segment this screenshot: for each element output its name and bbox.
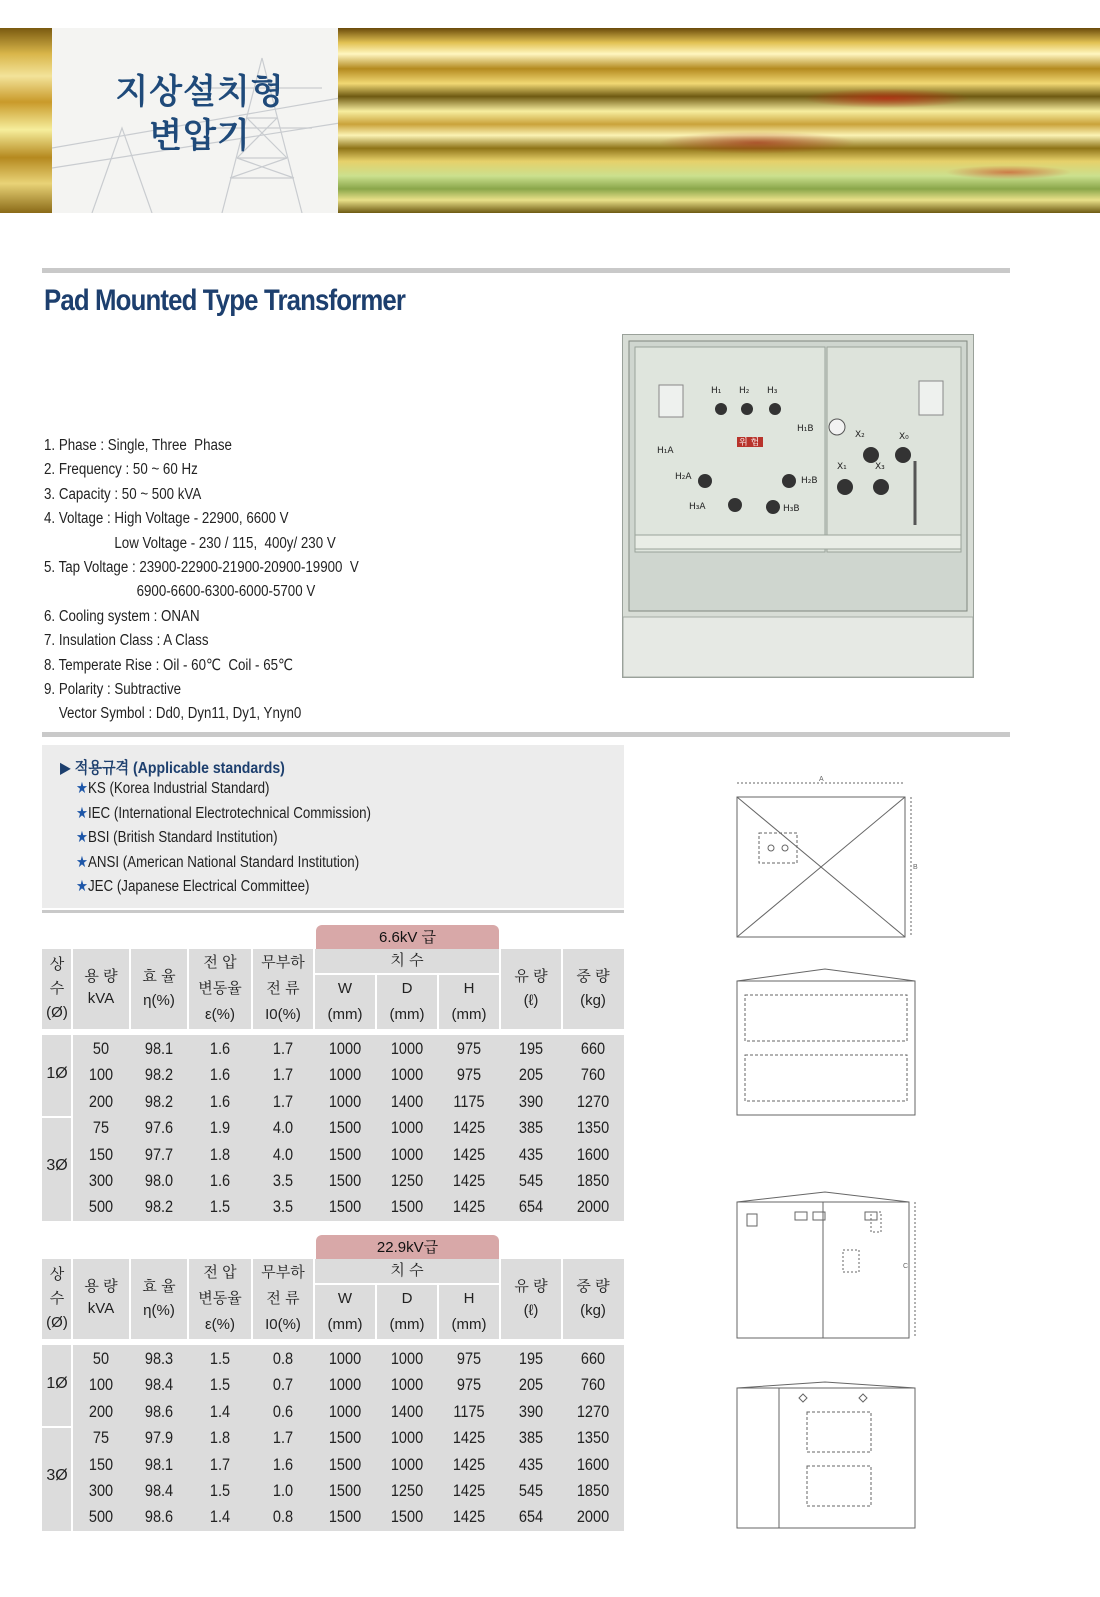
header-oil: (ℓ)	[523, 992, 539, 1009]
table-cell: 98.6	[144, 1402, 174, 1421]
table-cell: 75	[92, 1429, 110, 1448]
header-d: (mm)	[389, 1006, 425, 1023]
star-icon: ★	[76, 878, 88, 895]
table-cell: 1.7	[272, 1092, 294, 1111]
voltage-class-tab: 22.9kV급	[316, 1235, 499, 1259]
table-cell: 390	[518, 1402, 544, 1421]
table-cell: 1250	[390, 1172, 424, 1190]
spec-polarity: 9. Polarity : Subtractive	[44, 681, 182, 699]
table-cell: 385	[518, 1119, 544, 1138]
star-icon: ★	[76, 854, 88, 871]
standard-item-bsi	[76, 828, 278, 847]
table-cell: 1500	[328, 1119, 362, 1138]
header-efficiency: 효 율	[142, 1278, 176, 1295]
table-cell: 0.6	[272, 1402, 294, 1421]
photo-label-h2a: H₂A	[675, 472, 692, 482]
table-cell: 1425	[452, 1198, 486, 1217]
group-separator	[42, 1426, 72, 1428]
table-cell: 100	[88, 1376, 114, 1395]
photo-label-h3b: H₃B	[783, 504, 800, 514]
table-cell: 300	[88, 1482, 114, 1500]
side-view-drawing	[725, 1188, 925, 1348]
header-d: (mm)	[389, 1316, 425, 1333]
voltage-class-tab: 6.6kV 급	[316, 925, 499, 949]
table-cell: 98.2	[144, 1198, 174, 1217]
table-cell: 1.6	[209, 1172, 231, 1190]
table-cell: 75	[92, 1119, 110, 1138]
table-cell: 1600	[576, 1145, 610, 1164]
header-oil: (ℓ)	[523, 1302, 539, 1319]
dim-label-a: A	[819, 776, 824, 783]
photo-label-x1: X₁	[837, 462, 847, 472]
table-cell: 1000	[390, 1455, 424, 1474]
table-cell: 1850	[576, 1482, 610, 1500]
table-cell: 1000	[390, 1066, 424, 1085]
header-dimension: 치 수	[390, 952, 424, 969]
header-noload-current: 전 류	[266, 980, 300, 997]
table-cell: 4.0	[272, 1119, 294, 1138]
header-phase: 상	[49, 1266, 65, 1283]
header-efficiency: η(%)	[143, 992, 175, 1009]
photo-label-x3: X₃	[875, 462, 885, 472]
page-title: Pad Mounted Type Transformer	[44, 284, 406, 317]
spec-vector-symbol: Vector Symbol : Dd0, Dyn11, Dy1, Ynyn0	[44, 705, 302, 723]
table-cell: 1000	[390, 1119, 424, 1138]
header-w: (mm)	[327, 1316, 363, 1333]
table-cell: 975	[456, 1350, 482, 1368]
header-separator	[314, 1283, 500, 1285]
table-cell: 1000	[390, 1429, 424, 1448]
banner-title-line2: 변압기	[149, 116, 251, 156]
table-cell: 1.5	[209, 1376, 231, 1395]
table-cell: 4.0	[272, 1145, 294, 1164]
table-cell: 98.2	[144, 1066, 174, 1085]
table-cell: 50	[92, 1040, 110, 1058]
table-cell: 1500	[390, 1508, 424, 1527]
table-cell: 3.5	[272, 1172, 294, 1190]
header-capacity: 용 량	[84, 1278, 118, 1295]
top-divider	[42, 268, 1010, 273]
header-noload-current: 무부하	[261, 954, 305, 971]
table-header	[42, 949, 624, 1029]
group-separator	[42, 1116, 72, 1118]
header-regulation: 변동율	[198, 1290, 242, 1307]
spec-cooling: 6. Cooling system : ONAN	[44, 607, 200, 625]
column-separator	[71, 1345, 73, 1531]
table-cell: 1175	[453, 1092, 485, 1111]
table-body	[42, 1035, 624, 1221]
star-icon: ★	[76, 780, 88, 797]
table-cell: 654	[518, 1508, 544, 1527]
table-cell: 200	[88, 1092, 114, 1111]
table-cell: 435	[518, 1455, 544, 1474]
table-cell: 500	[88, 1198, 114, 1217]
spec-insulation: 7. Insulation Class : A Class	[44, 632, 209, 650]
table-cell: 1400	[390, 1092, 424, 1111]
table-cell: 1.6	[209, 1066, 231, 1085]
table-cell: 1350	[576, 1429, 610, 1448]
table-cell: 1.5	[209, 1350, 231, 1368]
table-cell: 1000	[328, 1040, 362, 1058]
table-cell: 1000	[328, 1402, 362, 1421]
spec-phase: 1. Phase : Single, Three Phase	[44, 437, 232, 454]
table-cell: 500	[88, 1508, 114, 1527]
table-cell: 1500	[328, 1172, 362, 1190]
transformer-photo	[622, 334, 974, 678]
table-cell: 1500	[328, 1145, 362, 1164]
middle-divider	[42, 732, 1010, 737]
table-cell: 98.1	[144, 1040, 174, 1058]
table-cell: 1.6	[209, 1092, 231, 1111]
header-noload-current: I0(%)	[265, 1006, 301, 1023]
header-capacity: kVA	[87, 1300, 115, 1317]
table-cell: 1425	[452, 1119, 486, 1138]
table-cell: 1425	[452, 1455, 486, 1474]
photo-label-h1b: H₁B	[797, 424, 814, 434]
table-cell: 98.1	[144, 1455, 174, 1474]
table-cell: 98.6	[144, 1508, 174, 1527]
table-cell: 1175	[453, 1402, 485, 1421]
table-cell: 97.9	[144, 1429, 174, 1448]
table-cell: 150	[88, 1455, 114, 1474]
table-cell: 98.0	[144, 1172, 174, 1190]
table-cell: 1.5	[209, 1198, 231, 1217]
header-regulation: 전 압	[203, 1264, 237, 1281]
photo-label-h2: H₂	[739, 386, 750, 396]
table-cell: 1.7	[272, 1040, 294, 1058]
table-cell: 0.7	[272, 1376, 294, 1395]
table-cell: 1500	[328, 1429, 362, 1448]
table-cell: 1500	[328, 1198, 362, 1217]
header-w: W	[337, 1290, 353, 1307]
standards-divider	[42, 910, 624, 913]
spec-voltage-high: 4. Voltage : High Voltage - 22900, 6600 V	[44, 510, 289, 528]
photo-label-x0: X₀	[899, 432, 909, 442]
standard-label: IEC (International Electrotechnical Commission)	[87, 805, 371, 822]
table-cell: 654	[518, 1198, 544, 1217]
spec-frequency: 2. Frequency : 50 ~ 60 Hz	[44, 461, 198, 479]
photo-label-h1: H₁	[711, 386, 722, 396]
standard-item-ansi	[76, 853, 359, 872]
spec-capacity: 3. Capacity : 50 ~ 500 kVA	[44, 485, 202, 503]
dim-label-c: C	[903, 1263, 909, 1270]
table-cell: 100	[88, 1066, 114, 1085]
header-oil: 유 량	[514, 1278, 548, 1295]
table-cell: 2000	[576, 1198, 610, 1217]
table-cell: 1425	[452, 1172, 486, 1190]
table-cell: 98.4	[144, 1376, 174, 1395]
table-cell: 1400	[390, 1402, 424, 1421]
table-cell: 50	[92, 1350, 110, 1368]
table-cell: 1350	[576, 1119, 610, 1138]
header-h: H	[463, 980, 475, 997]
table-cell: 1250	[390, 1482, 424, 1500]
photo-label-h2b: H₂B	[801, 476, 818, 486]
table-cell: 1.6	[209, 1040, 231, 1058]
header-regulation: ε(%)	[204, 1316, 235, 1333]
phase-label: 3Ø	[46, 1467, 68, 1484]
photo-label-h3: H₃	[767, 386, 778, 396]
table-cell: 1.5	[209, 1482, 231, 1500]
table-cell: 1.8	[209, 1145, 231, 1164]
header-weight: (kg)	[580, 1302, 606, 1319]
standard-label: JEC (Japanese Electrical Committee)	[87, 878, 310, 895]
star-icon: ★	[76, 805, 88, 822]
table-cell: 97.7	[144, 1145, 174, 1164]
table-cell: 1.0	[272, 1482, 294, 1500]
table-cell: 1500	[328, 1455, 362, 1474]
phase-label: 1Ø	[46, 1374, 68, 1392]
table-cell: 97.6	[144, 1119, 174, 1138]
header-w: W	[337, 980, 353, 997]
spec-table-6kv	[42, 925, 624, 1225]
table-cell: 195	[518, 1040, 544, 1058]
header-regulation: 전 압	[203, 954, 237, 971]
banner-copper-coils-image	[338, 28, 1100, 213]
header-h: (mm)	[451, 1006, 487, 1023]
banner-title	[90, 70, 310, 158]
table-cell: 0.8	[272, 1350, 294, 1368]
header-h: (mm)	[451, 1316, 487, 1333]
header-phase: 상	[49, 956, 65, 973]
photo-label-h1a: H₁A	[657, 446, 674, 456]
standards-box	[42, 745, 624, 908]
table-cell: 975	[456, 1376, 482, 1395]
spec-table-22kv	[42, 1235, 624, 1535]
table-cell: 150	[88, 1145, 114, 1164]
standard-label: ANSI (American National Standard Institution)	[87, 854, 360, 871]
spec-voltage-low: Low Voltage - 230 / 115, 400y/ 230 V	[44, 534, 336, 552]
spec-tap-voltage-2: 6900-6600-6300-6000-5700 V	[44, 583, 316, 601]
table-cell: 98.4	[144, 1482, 174, 1500]
table-cell: 545	[518, 1172, 544, 1190]
table-cell: 1000	[390, 1350, 424, 1368]
table-cell: 1000	[328, 1066, 362, 1085]
table-cell: 975	[456, 1066, 482, 1085]
header-noload-current: 전 류	[266, 1290, 300, 1307]
photo-label-x2: X₂	[855, 430, 865, 440]
table-cell: 2000	[576, 1508, 610, 1527]
front-view-drawing	[725, 965, 925, 1125]
header-weight: 중 량	[576, 1278, 610, 1295]
table-cell: 660	[580, 1040, 606, 1058]
header-weight: (kg)	[580, 992, 606, 1009]
table-cell: 1425	[452, 1429, 486, 1448]
header-noload-current: 무부하	[261, 1264, 305, 1281]
table-cell: 1000	[390, 1145, 424, 1164]
table-cell: 1425	[452, 1482, 486, 1500]
header-phase: (Ø)	[46, 1314, 68, 1331]
phase-label: 1Ø	[46, 1064, 68, 1082]
table-cell: 205	[518, 1376, 544, 1395]
table-cell: 1.4	[209, 1402, 231, 1421]
table-cell: 1.8	[209, 1429, 231, 1448]
table-cell: 3.5	[272, 1198, 294, 1217]
column-separator	[71, 1035, 73, 1221]
star-icon: ★	[76, 829, 88, 846]
banner-title-line1: 지상설치형	[115, 72, 285, 112]
photo-warning-label: 위 험	[739, 438, 760, 448]
header-oil: 유 량	[514, 968, 548, 985]
standard-label: BSI (British Standard Institution)	[87, 829, 278, 846]
table-cell: 205	[518, 1066, 544, 1085]
header-phase: 수	[49, 980, 65, 997]
table-cell: 0.8	[272, 1508, 294, 1527]
table-cell: 1.7	[272, 1066, 294, 1085]
standard-item-jec	[76, 877, 309, 896]
header-d: D	[401, 1290, 413, 1307]
table-cell: 1500	[328, 1508, 362, 1527]
table-cell: 1500	[328, 1482, 362, 1500]
header-dimension: 치 수	[390, 1262, 424, 1279]
table-cell: 195	[518, 1350, 544, 1368]
table-header	[42, 1259, 624, 1339]
table-cell: 1270	[576, 1092, 610, 1111]
header-efficiency: η(%)	[143, 1302, 175, 1319]
table-cell: 975	[456, 1040, 482, 1058]
table-cell: 1000	[328, 1350, 362, 1368]
table-body	[42, 1345, 624, 1531]
dim-label-b: B	[913, 864, 918, 871]
header-regulation: 변동율	[198, 980, 242, 997]
table-cell: 200	[88, 1402, 114, 1421]
table-cell: 385	[518, 1429, 544, 1448]
header-phase: (Ø)	[46, 1004, 68, 1021]
table-cell: 660	[580, 1350, 606, 1368]
table-cell: 1.7	[272, 1429, 294, 1448]
top-view-drawing	[725, 775, 925, 945]
table-cell: 390	[518, 1092, 544, 1111]
spec-temperature-rise: 8. Temperate Rise : Oil - 60℃ Coil - 65℃	[44, 656, 293, 674]
header-w: (mm)	[327, 1006, 363, 1023]
table-cell: 1425	[452, 1145, 486, 1164]
banner-gold-strip	[0, 28, 52, 213]
table-cell: 98.2	[144, 1092, 174, 1111]
rear-view-drawing	[725, 1378, 925, 1538]
table-cell: 1.6	[272, 1455, 294, 1474]
header-h: H	[463, 1290, 475, 1307]
header-separator	[314, 973, 500, 975]
table-cell: 1.7	[209, 1455, 231, 1474]
table-cell: 760	[580, 1066, 606, 1085]
standard-label: KS (Korea Industrial Standard)	[87, 780, 270, 797]
header-regulation: ε(%)	[204, 1006, 235, 1023]
spec-list	[44, 434, 604, 727]
table-cell: 98.3	[144, 1350, 174, 1368]
table-cell: 1000	[328, 1092, 362, 1111]
table-cell: 1000	[328, 1376, 362, 1395]
table-cell: 1.9	[209, 1119, 231, 1138]
table-cell: 1600	[576, 1455, 610, 1474]
header-phase: 수	[49, 1290, 65, 1307]
phase-label: 3Ø	[46, 1157, 68, 1174]
table-cell: 1.4	[209, 1508, 231, 1527]
header-capacity: 용 량	[84, 968, 118, 985]
header-d: D	[401, 980, 413, 997]
table-cell: 545	[518, 1482, 544, 1500]
table-cell: 300	[88, 1172, 114, 1190]
header-capacity: kVA	[87, 990, 115, 1007]
table-cell: 760	[580, 1376, 606, 1395]
header-efficiency: 효 율	[142, 968, 176, 985]
table-cell: 435	[518, 1145, 544, 1164]
standards-heading: ▶ 적용규격 (Applicable standards)	[60, 760, 285, 777]
standard-item-ks	[76, 779, 270, 798]
table-cell: 1850	[576, 1172, 610, 1190]
spec-tap-voltage-1: 5. Tap Voltage : 23900-22900-21900-20900-19900 V	[44, 559, 359, 577]
standard-item-iec	[76, 804, 371, 823]
table-cell: 1425	[452, 1508, 486, 1527]
table-cell: 1000	[390, 1376, 424, 1395]
header-banner	[0, 28, 1100, 213]
header-weight: 중 량	[576, 968, 610, 985]
header-noload-current: I0(%)	[265, 1316, 301, 1333]
photo-label-h3a: H₃A	[689, 502, 706, 512]
table-cell: 1500	[390, 1198, 424, 1217]
table-cell: 1270	[576, 1402, 610, 1421]
table-cell: 1000	[390, 1040, 424, 1058]
